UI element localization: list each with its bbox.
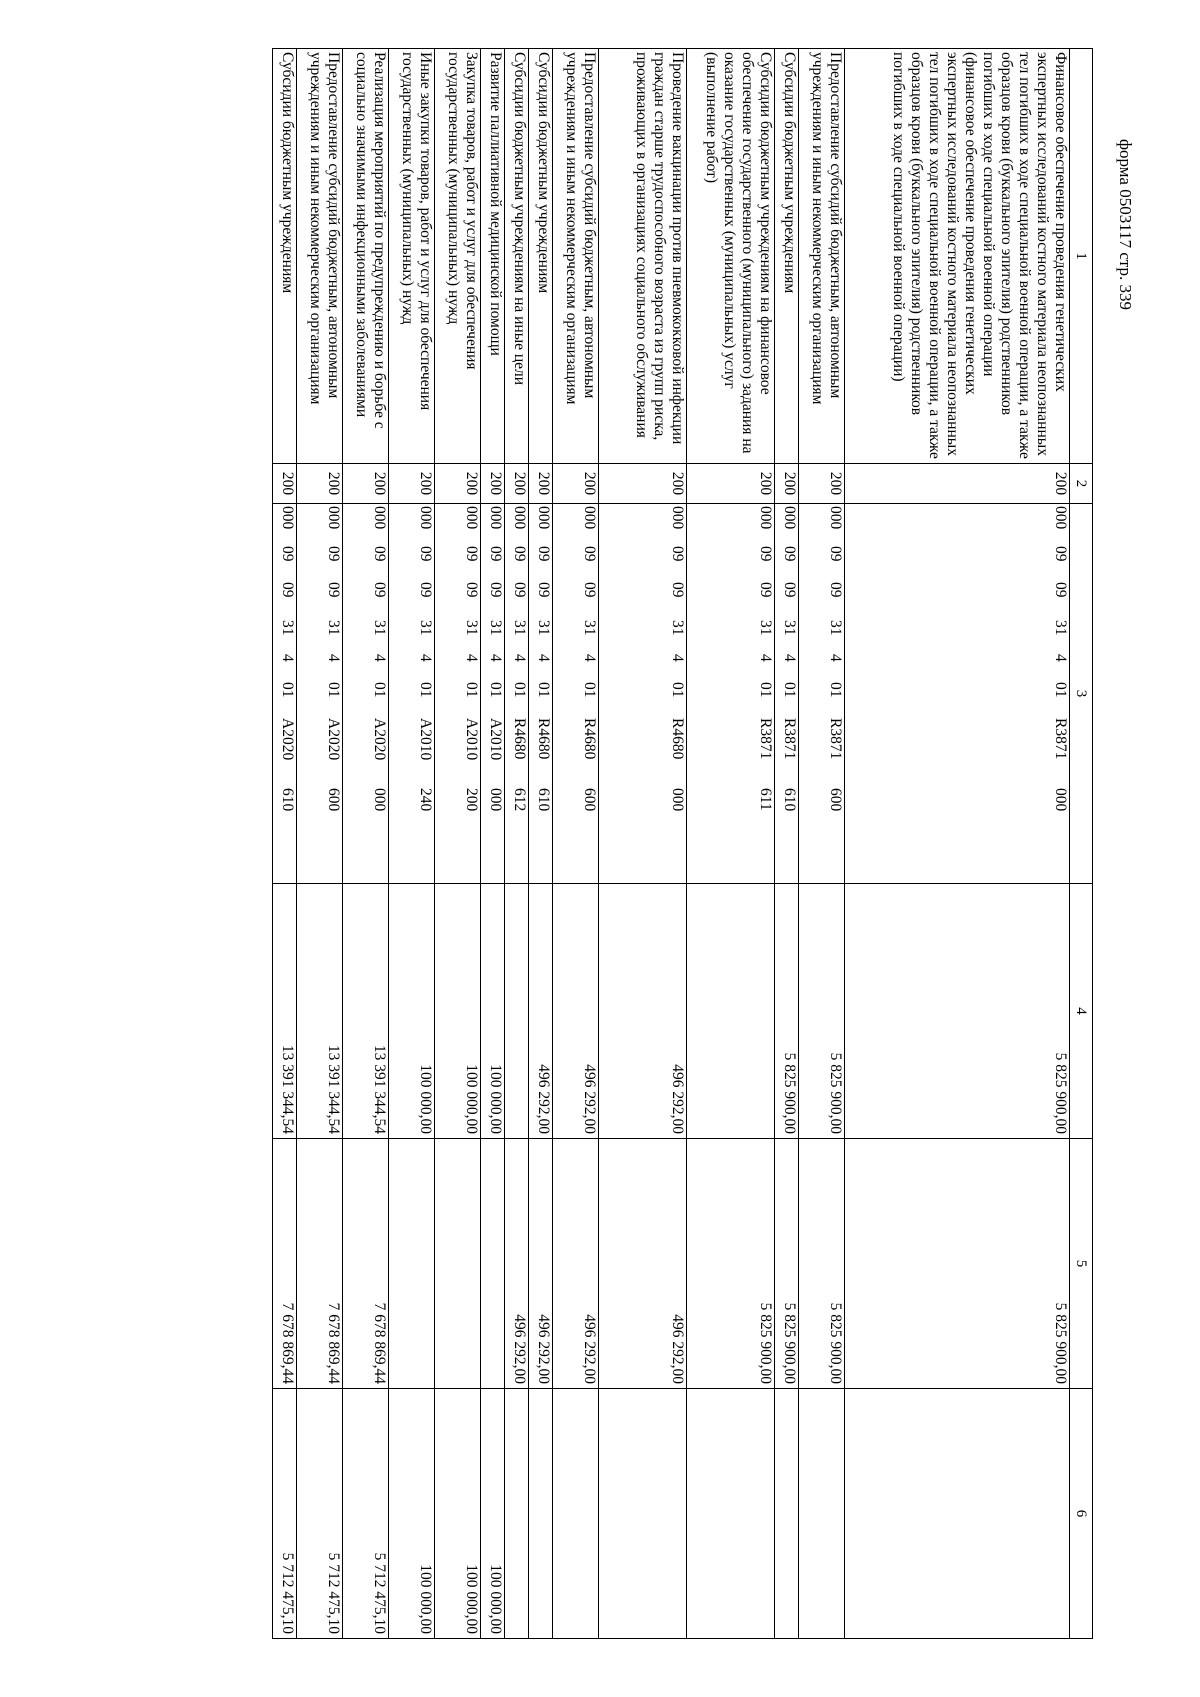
row-name-cell: Реализация мероприятий по предупреждению и борьбе с социально значимыми инфекционными заболеваниями [343, 49, 389, 464]
budget-code-part: R4680 [581, 718, 598, 760]
row-unexecuted-amount-cell [845, 1389, 1070, 1639]
row-name-cell: Субсидии бюджетным учреждениям [273, 49, 297, 464]
form-label: форма 0503117 стр. 339 [1116, 139, 1135, 310]
budget-code-part: 000 [757, 506, 774, 530]
row-name-cell: Предоставление субсидий бюджетным, автономным учреждениям и иным некоммерческим организациям [799, 49, 845, 464]
row-approved-amount-cell: 5 825 900,00 [775, 884, 799, 1139]
budget-code-part: 000 [581, 506, 598, 530]
row-name-cell: Развитие паллиативной медицинской помощи [481, 49, 505, 464]
row-line-code-cell: 200 [273, 464, 297, 504]
row-name-cell: Проведение вакцинации против пневмококковой инфекции граждан старше трудоспособного возраста из групп риска, проживающих в организациях социального обслуживания [599, 49, 687, 464]
table-row [599, 49, 687, 1639]
row-approved-amount-cell: 13 391 344,54 [273, 884, 297, 1139]
row-budget-code-cell [343, 504, 389, 884]
table-row [273, 49, 297, 1639]
row-unexecuted-amount-cell [799, 1389, 845, 1639]
budget-code-part: 09 [581, 582, 598, 598]
row-unexecuted-amount-cell: 5 712 475,10 [273, 1389, 297, 1639]
row-name-cell: Предоставление субсидий бюджетным, автономным учреждениям и иным некоммерческим организациям [297, 49, 343, 464]
budget-code-part: A2020 [325, 718, 342, 761]
table-row [389, 49, 435, 1639]
budget-code-part: 000 [511, 506, 528, 530]
budget-code-parts [668, 506, 686, 881]
row-unexecuted-amount-cell [687, 1389, 775, 1639]
budget-code-part: 09 [487, 582, 504, 598]
budget-code-parts [510, 506, 528, 881]
budget-code-parts [416, 506, 434, 881]
budget-code-part: A2010 [463, 718, 480, 761]
column-header: 4 [1070, 884, 1093, 1139]
row-approved-amount-cell: 100 000,00 [435, 884, 481, 1139]
budget-code-part: 4 [417, 654, 434, 662]
budget-code-part: 31 [781, 620, 798, 636]
budget-code-part: R4680 [511, 718, 528, 760]
budget-code-parts [486, 506, 504, 881]
budget-code-part: 09 [463, 546, 480, 562]
column-header: 5 [1070, 1139, 1093, 1389]
row-name-cell: Субсидии бюджетным учреждениям на иные цели [505, 49, 529, 464]
column-header: 2 [1070, 464, 1093, 504]
row-executed-amount-cell [389, 1139, 435, 1389]
row-executed-amount-cell: 7 678 869,44 [297, 1139, 343, 1389]
table-row [343, 49, 389, 1639]
budget-code-part: 31 [1052, 620, 1069, 636]
row-budget-code-cell [297, 504, 343, 884]
row-executed-amount-cell: 7 678 869,44 [343, 1139, 389, 1389]
budget-code-part: 612 [511, 788, 528, 812]
row-approved-amount-cell: 496 292,00 [553, 884, 599, 1139]
budget-code-part: 01 [1052, 682, 1069, 698]
budget-code-part: 000 [1052, 788, 1069, 812]
budget-code-part: 31 [463, 620, 480, 636]
budget-code-part: 31 [757, 620, 774, 636]
row-name-cell: Субсидии бюджетным учреждениям на финансовое обеспечение государственного (муниципального) задания на оказание государственных (муниципальных) услуг (выполнение работ) [687, 49, 775, 464]
row-budget-code-cell [505, 504, 529, 884]
budget-code-part: 000 [279, 506, 296, 530]
row-budget-code-cell [687, 504, 775, 884]
row-line-code-cell: 200 [599, 464, 687, 504]
table-row [435, 49, 481, 1639]
table-row [845, 49, 1070, 1639]
budget-code-part: 610 [535, 788, 552, 812]
table-row [687, 49, 775, 1639]
row-line-code-cell: 200 [799, 464, 845, 504]
budget-code-part: 01 [669, 682, 686, 698]
budget-code-part: 09 [757, 582, 774, 598]
budget-code-part: 09 [511, 582, 528, 598]
budget-code-part: 09 [487, 546, 504, 562]
row-budget-code-cell [481, 504, 505, 884]
row-line-code-cell: 200 [343, 464, 389, 504]
row-executed-amount-cell: 496 292,00 [505, 1139, 529, 1389]
table-row [505, 49, 529, 1639]
row-budget-code-cell [799, 504, 845, 884]
budget-code-parts [1051, 506, 1069, 881]
budget-code-part: 31 [535, 620, 552, 636]
budget-code-part: 09 [827, 582, 844, 598]
budget-code-part: 611 [757, 788, 774, 811]
budget-code-part: 31 [511, 620, 528, 636]
budget-code-parts [580, 506, 598, 881]
budget-code-parts [462, 506, 480, 881]
budget-code-part: 01 [371, 682, 388, 698]
budget-code-part: 09 [781, 582, 798, 598]
budget-code-part: 000 [669, 506, 686, 530]
budget-code-part: 600 [827, 788, 844, 812]
budget-code-part: 01 [417, 682, 434, 698]
budget-code-part: 01 [463, 682, 480, 698]
table-row [481, 49, 505, 1639]
budget-code-part: 000 [827, 506, 844, 530]
budget-code-part: 01 [581, 682, 598, 698]
budget-code-part: 31 [487, 620, 504, 636]
table-row [799, 49, 845, 1639]
budget-code-part: 000 [1052, 506, 1069, 530]
row-unexecuted-amount-cell [505, 1389, 529, 1639]
row-approved-amount-cell: 496 292,00 [599, 884, 687, 1139]
budget-code-part: 610 [279, 788, 296, 812]
row-budget-code-cell [389, 504, 435, 884]
row-executed-amount-cell: 5 825 900,00 [687, 1139, 775, 1389]
budget-code-part: 000 [487, 788, 504, 812]
row-executed-amount-cell: 496 292,00 [599, 1139, 687, 1389]
budget-code-part: A2010 [487, 718, 504, 761]
budget-code-part: 000 [325, 506, 342, 530]
budget-code-part: 4 [581, 654, 598, 662]
budget-code-part: 4 [279, 654, 296, 662]
budget-code-part: 09 [371, 582, 388, 598]
row-name-cell: Иные закупки товаров, работ и услуг для обеспечения государственных (муниципальных) нужд [389, 49, 435, 464]
budget-code-part: 000 [669, 788, 686, 812]
budget-code-part: 09 [279, 546, 296, 562]
budget-code-part: 4 [511, 654, 528, 662]
budget-code-part: 4 [487, 654, 504, 662]
budget-code-part: 4 [463, 654, 480, 662]
budget-code-parts [780, 506, 798, 881]
budget-code-part: 09 [669, 546, 686, 562]
budget-code-part: 000 [487, 506, 504, 530]
row-unexecuted-amount-cell [553, 1389, 599, 1639]
budget-code-part: 01 [535, 682, 552, 698]
budget-code-part: 200 [463, 788, 480, 812]
row-budget-code-cell [273, 504, 297, 884]
budget-code-part: 000 [535, 506, 552, 530]
budget-code-part: 4 [781, 654, 798, 662]
row-line-code-cell: 200 [297, 464, 343, 504]
row-line-code-cell: 200 [845, 464, 1070, 504]
budget-code-part: R3871 [757, 718, 774, 760]
row-approved-amount-cell: 100 000,00 [389, 884, 435, 1139]
budget-table [272, 48, 1093, 1639]
table-row [297, 49, 343, 1639]
budget-code-part: 31 [279, 620, 296, 636]
column-number-row [1070, 49, 1093, 1639]
budget-code-part: 01 [487, 682, 504, 698]
table-row [529, 49, 553, 1639]
budget-code-part: 09 [463, 582, 480, 598]
row-line-code-cell: 200 [481, 464, 505, 504]
budget-code-part: 000 [371, 506, 388, 530]
budget-code-part: 31 [581, 620, 598, 636]
budget-code-part: 000 [463, 506, 480, 530]
budget-code-part: 4 [325, 654, 342, 662]
row-line-code-cell: 200 [775, 464, 799, 504]
row-line-code-cell: 200 [553, 464, 599, 504]
row-executed-amount-cell: 7 678 869,44 [273, 1139, 297, 1389]
row-unexecuted-amount-cell [599, 1389, 687, 1639]
row-unexecuted-amount-cell [529, 1389, 553, 1639]
budget-code-part: 01 [827, 682, 844, 698]
row-name-cell: Субсидии бюджетным учреждениям [529, 49, 553, 464]
budget-code-part: R3871 [781, 718, 798, 760]
row-name-cell: Закупка товаров, работ и услуг для обеспечения государственных (муниципальных) нужд [435, 49, 481, 464]
budget-code-part: R3871 [1052, 718, 1069, 760]
row-unexecuted-amount-cell: 5 712 475,10 [297, 1389, 343, 1639]
budget-code-part: 01 [781, 682, 798, 698]
row-executed-amount-cell [481, 1139, 505, 1389]
budget-code-part: 600 [581, 788, 598, 812]
budget-code-part: 31 [325, 620, 342, 636]
budget-code-part: 01 [511, 682, 528, 698]
table-row [553, 49, 599, 1639]
row-budget-code-cell [845, 504, 1070, 884]
row-line-code-cell: 200 [505, 464, 529, 504]
budget-code-parts [756, 506, 774, 881]
budget-code-part: 000 [417, 506, 434, 530]
row-approved-amount-cell: 496 292,00 [529, 884, 553, 1139]
budget-code-part: 09 [371, 546, 388, 562]
budget-code-part: 09 [781, 546, 798, 562]
budget-code-parts [370, 506, 388, 881]
row-approved-amount-cell: 13 391 344,54 [297, 884, 343, 1139]
row-line-code-cell: 200 [529, 464, 553, 504]
row-unexecuted-amount-cell [775, 1389, 799, 1639]
budget-code-part: 4 [371, 654, 388, 662]
budget-code-part: 01 [325, 682, 342, 698]
row-name-cell: Субсидии бюджетным учреждениям [775, 49, 799, 464]
row-executed-amount-cell: 5 825 900,00 [775, 1139, 799, 1389]
row-line-code-cell: 200 [389, 464, 435, 504]
row-approved-amount-cell: 100 000,00 [481, 884, 505, 1139]
budget-code-part: A2020 [371, 718, 388, 761]
budget-code-part: 01 [279, 682, 296, 698]
row-name-cell: Финансовое обеспечение проведения генетических экспертных исследований костного материала неопознанных тел погибших в ходе специальной военной операции, а также образцов крови (буккального эпителия) родственников погибших в ходе специальной военной операции (финансовое обеспечение проведения генетических экспертных исследований костного материала неопознанных тел погибших в ходе специальной военной операции, а также образцов крови (буккального эпителия) родственников погибших в ходе специальной военной операции) [845, 49, 1070, 464]
budget-table-container [113, 48, 1093, 1638]
row-unexecuted-amount-cell: 100 000,00 [435, 1389, 481, 1639]
budget-code-part: 09 [669, 582, 686, 598]
row-budget-code-cell [435, 504, 481, 884]
budget-code-part: R4680 [669, 718, 686, 760]
budget-code-part: 31 [827, 620, 844, 636]
row-executed-amount-cell: 496 292,00 [553, 1139, 599, 1389]
row-approved-amount-cell [687, 884, 775, 1139]
budget-code-parts [278, 506, 296, 881]
budget-code-part: 4 [1052, 654, 1069, 662]
row-budget-code-cell [775, 504, 799, 884]
row-executed-amount-cell: 5 825 900,00 [799, 1139, 845, 1389]
budget-code-part: 31 [371, 620, 388, 636]
budget-code-part: 01 [757, 682, 774, 698]
budget-code-part: 09 [535, 546, 552, 562]
row-approved-amount-cell [505, 884, 529, 1139]
budget-code-part: 31 [669, 620, 686, 636]
row-unexecuted-amount-cell: 100 000,00 [481, 1389, 505, 1639]
budget-code-part: 09 [757, 546, 774, 562]
budget-code-part: 09 [417, 582, 434, 598]
row-unexecuted-amount-cell: 5 712 475,10 [343, 1389, 389, 1639]
budget-code-part: A2010 [417, 718, 434, 761]
row-budget-code-cell [529, 504, 553, 884]
budget-code-part: 09 [279, 582, 296, 598]
row-approved-amount-cell: 5 825 900,00 [799, 884, 845, 1139]
budget-code-part: 09 [417, 546, 434, 562]
budget-code-part: A2020 [279, 718, 296, 761]
budget-code-part: R3871 [827, 718, 844, 760]
column-header: 1 [1070, 49, 1093, 464]
budget-code-part: 09 [1052, 546, 1069, 562]
row-approved-amount-cell: 13 391 344,54 [343, 884, 389, 1139]
budget-code-part: 09 [581, 546, 598, 562]
budget-code-part: 4 [757, 654, 774, 662]
budget-code-part: 240 [417, 788, 434, 812]
column-header: 6 [1070, 1389, 1093, 1639]
budget-code-part: 000 [781, 506, 798, 530]
budget-code-part: 09 [511, 546, 528, 562]
budget-code-part: 09 [827, 546, 844, 562]
row-line-code-cell: 200 [687, 464, 775, 504]
budget-code-parts [534, 506, 552, 881]
row-approved-amount-cell: 5 825 900,00 [845, 884, 1070, 1139]
table-row [775, 49, 799, 1639]
budget-code-part: 000 [371, 788, 388, 812]
budget-code-part: 4 [669, 654, 686, 662]
budget-code-part: 600 [325, 788, 342, 812]
budget-code-part: 610 [781, 788, 798, 812]
row-unexecuted-amount-cell: 100 000,00 [389, 1389, 435, 1639]
budget-code-parts [324, 506, 342, 881]
row-executed-amount-cell: 496 292,00 [529, 1139, 553, 1389]
budget-code-part: 4 [827, 654, 844, 662]
budget-code-part: R4680 [535, 718, 552, 760]
row-line-code-cell: 200 [435, 464, 481, 504]
column-header: 3 [1070, 504, 1093, 884]
row-executed-amount-cell: 5 825 900,00 [845, 1139, 1070, 1389]
row-budget-code-cell [553, 504, 599, 884]
row-name-cell: Предоставление субсидий бюджетным, автономным учреждениям и иным некоммерческим организациям [553, 49, 599, 464]
budget-code-part: 4 [535, 654, 552, 662]
budget-code-part: 09 [1052, 582, 1069, 598]
budget-code-part: 09 [325, 582, 342, 598]
budget-code-part: 09 [535, 582, 552, 598]
row-budget-code-cell [599, 504, 687, 884]
budget-code-part: 31 [417, 620, 434, 636]
budget-code-parts [826, 506, 844, 881]
budget-code-part: 09 [325, 546, 342, 562]
row-executed-amount-cell [435, 1139, 481, 1389]
